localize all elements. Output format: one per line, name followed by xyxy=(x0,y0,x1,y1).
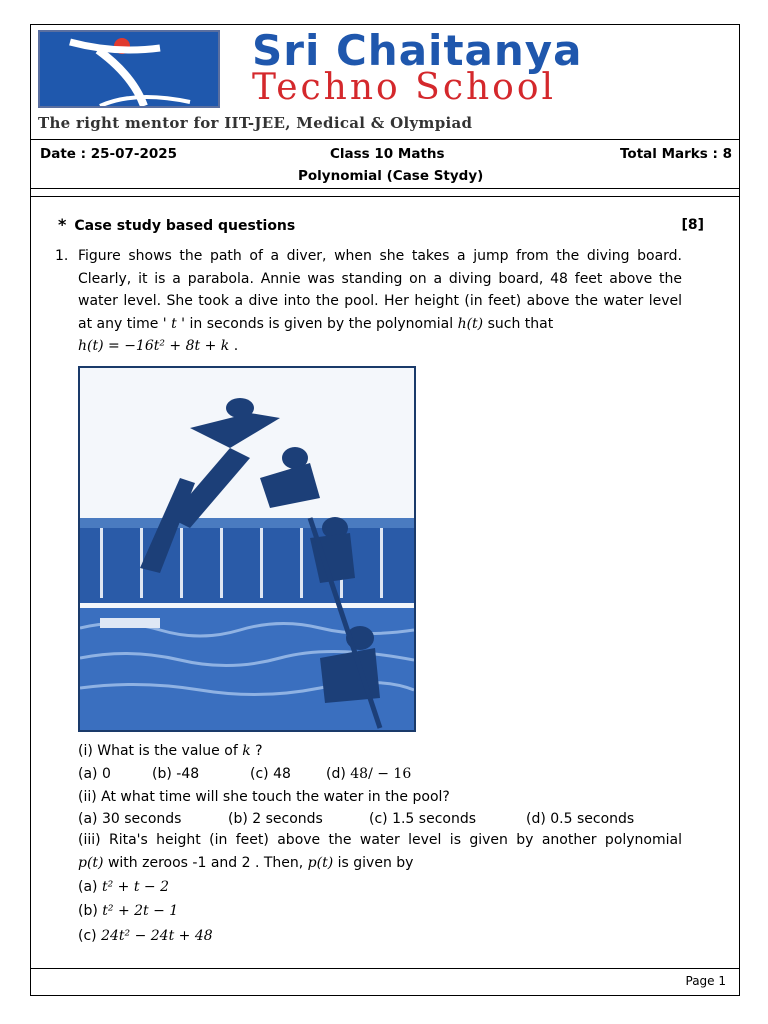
sub-question-ii: (ii) At what time will she touch the water in the pool? xyxy=(78,789,450,805)
sub-iii-option-c-math: 24t² − 24t + 48 xyxy=(101,928,213,944)
math-var-k: k xyxy=(242,743,251,759)
sub-iii-option-a-label: (a) xyxy=(78,879,102,895)
sub-iii-option-a-math: t² + t − 2 xyxy=(101,879,169,895)
divider-header-1 xyxy=(30,188,740,189)
question-text xyxy=(78,245,682,358)
sub-question-i xyxy=(78,740,263,762)
sub-iii-option-b-label: (b) xyxy=(78,903,103,919)
math-equation: h(t) = −16t² + 8t + k xyxy=(78,338,230,354)
logo-emblem-icon xyxy=(40,32,218,106)
sub-iii-option-b xyxy=(78,900,178,922)
sub-iii-prompt2-a: with zeroos -1 and 2 . Then, xyxy=(103,855,308,871)
class-title: Class 10 Maths xyxy=(330,146,445,162)
exam-date: Date : 25-07-2025 xyxy=(40,146,178,162)
brand-name-line1: Sri Chaitanya xyxy=(252,26,583,75)
sub-ii-options xyxy=(78,808,634,830)
sub-i-option-b: (b) -48 xyxy=(152,766,200,782)
section-heading xyxy=(58,214,295,237)
page-number: Page 1 xyxy=(685,974,726,988)
sub-iii-option-c-label: (c) xyxy=(78,928,102,944)
question-text-part1: Figure shows the path of a diver, when she takes a jump from the diving board. Clearly, it is a parabola. Annie was standing on a diving board, 48 feet above the water level. She took a dive into the pool. Her height (in feet) above the water level at any time ' xyxy=(78,248,682,332)
sub-i-prompt-end: ? xyxy=(250,743,263,759)
sub-iii-prompt2-b: is given by xyxy=(333,855,414,871)
section-title: Case study based questions xyxy=(74,218,296,234)
sub-i-option-c: (c) 48 xyxy=(250,766,291,782)
math-pt-2: p(t) xyxy=(307,855,334,871)
divider-header-2 xyxy=(30,196,740,197)
divider-footer xyxy=(30,968,740,969)
question-text-part2: ' in seconds is given by the polynomial xyxy=(176,315,458,332)
sub-i-option-d-label: (d) xyxy=(326,766,351,782)
diver-photo xyxy=(78,366,416,732)
sub-i-prompt: (i) What is the value of xyxy=(78,743,243,759)
section-bullet: * xyxy=(58,215,67,234)
sub-ii-option-a: (a) 30 seconds xyxy=(78,811,182,827)
sub-i-options xyxy=(78,763,411,785)
math-var-t: t xyxy=(171,315,177,332)
sub-ii-option-c: (c) 1.5 seconds xyxy=(369,811,477,827)
diver-illustration xyxy=(80,368,414,730)
sub-question-iii: (iii) Rita's height (in feet) above the water level is given by another polynomial xyxy=(78,832,682,848)
sub-i-option-a: (a) 0 xyxy=(78,766,111,782)
sub-ii-option-d: (d) 0.5 seconds xyxy=(526,811,635,827)
brand-tagline: The right mentor for IIT-JEE, Medical & Olympiad xyxy=(38,114,473,132)
sub-i-option-d-math: 48/ − 16 xyxy=(350,766,412,782)
question-number: 1. xyxy=(55,248,69,264)
sub-iii-prompt-line2 xyxy=(78,852,413,874)
paper-subtitle: Polynomial (Case Stydy) xyxy=(298,168,484,184)
brand-name-line2: Techno School xyxy=(252,67,557,108)
sub-iii-option-a xyxy=(78,876,169,898)
sub-iii-option-c xyxy=(78,925,213,947)
math-pt-1: p(t) xyxy=(78,855,104,871)
school-logo xyxy=(38,30,220,108)
total-marks: Total Marks : 8 xyxy=(620,146,732,162)
section-marks: [8] xyxy=(681,217,704,233)
sub-ii-option-b: (b) 2 seconds xyxy=(228,811,323,827)
math-ht: h(t) xyxy=(457,315,484,332)
sub-i-option-d xyxy=(326,763,411,785)
divider-top xyxy=(30,139,740,140)
question-text-part3: such that xyxy=(483,315,554,332)
sub-iii-option-b-math: t² + 2t − 1 xyxy=(102,903,179,919)
question-text-end: . xyxy=(229,338,239,354)
